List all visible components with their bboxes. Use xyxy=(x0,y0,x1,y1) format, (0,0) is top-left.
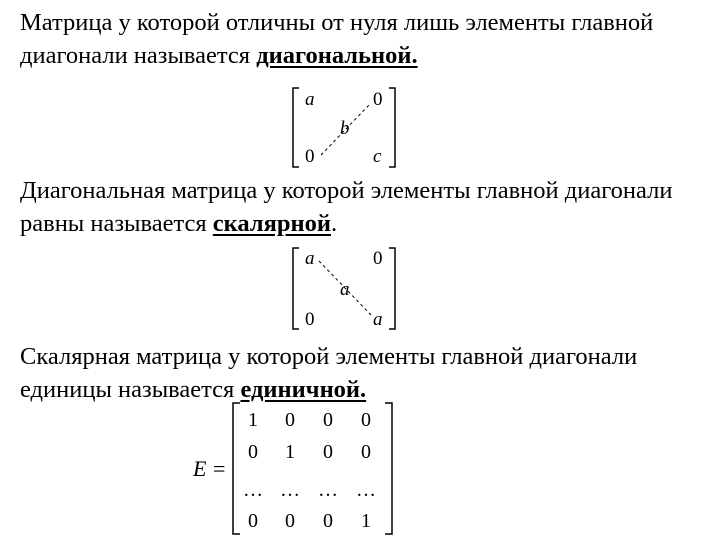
matrix-cell-r2-c1: 0 xyxy=(248,441,258,463)
matrix-right-bracket xyxy=(385,403,392,534)
matrix-cell-r4-c2: 0 xyxy=(285,510,295,532)
matrix-cell-r1-c2: 0 xyxy=(285,409,295,431)
element-zero-bottom-left: 0 xyxy=(305,309,315,330)
matrix-cell-r3-c3: … xyxy=(318,479,338,501)
matrix-cell-r1-c1: 1 xyxy=(248,409,258,431)
scalar-matrix xyxy=(285,245,405,333)
matrix-cell-r3-c1: … xyxy=(243,479,263,501)
element-a-middle: a xyxy=(340,279,350,300)
element-a-bottom-right: a xyxy=(373,309,383,330)
matrix-right-bracket xyxy=(389,88,395,167)
definition-scalar-tail: . xyxy=(331,210,338,237)
identity-matrix xyxy=(188,400,408,538)
matrix-cell-r3-c4: … xyxy=(356,479,376,501)
definition-scalar xyxy=(20,174,710,240)
diagonal-matrix xyxy=(285,85,405,170)
matrix-left-bracket xyxy=(233,403,240,534)
definition-diagonal-text: Матрица у которой отличны от нуля лишь элементы главной диагонали называется xyxy=(20,9,654,69)
term-diagonal: диагональной. xyxy=(256,42,418,69)
matrix-left-bracket xyxy=(293,248,299,329)
matrix-right-bracket xyxy=(389,248,395,329)
equals-sign: = xyxy=(213,456,226,481)
element-zero-bottom-left: 0 xyxy=(305,146,315,167)
matrix-cell-r2-c3: 0 xyxy=(323,441,333,463)
term-identity: единичной. xyxy=(240,376,367,403)
matrix-label-E: E xyxy=(193,456,207,481)
matrix-cell-r2-c4: 0 xyxy=(361,441,371,463)
matrix-cell-r4-c1: 0 xyxy=(248,510,258,532)
matrix-cell-r2-c2: 1 xyxy=(285,441,295,463)
element-a: a xyxy=(305,89,315,110)
element-a-top-left: a xyxy=(305,248,315,269)
matrix-cell-r1-c4: 0 xyxy=(361,409,371,431)
element-c: c xyxy=(373,146,382,167)
element-b: b xyxy=(340,118,350,139)
identity-matrix-cells xyxy=(243,409,376,532)
element-zero-top-right: 0 xyxy=(373,248,383,269)
matrix-cell-r1-c3: 0 xyxy=(323,409,333,431)
term-scalar: скалярной xyxy=(212,210,331,237)
definition-diagonal xyxy=(20,6,710,72)
matrix-left-bracket xyxy=(293,88,299,167)
matrix-cell-r3-c2: … xyxy=(280,479,300,501)
definition-scalar-text: Диагональная матрица у которой элементы главной диагонали равны называется xyxy=(20,177,673,237)
definition-identity-text: Скалярная матрица у которой элементы главной диагонали единицы называется xyxy=(20,343,638,403)
matrix-cell-r4-c4: 1 xyxy=(361,510,371,532)
definition-identity xyxy=(20,340,710,406)
element-zero-top-right: 0 xyxy=(373,89,383,110)
matrix-cell-r4-c3: 0 xyxy=(323,510,333,532)
